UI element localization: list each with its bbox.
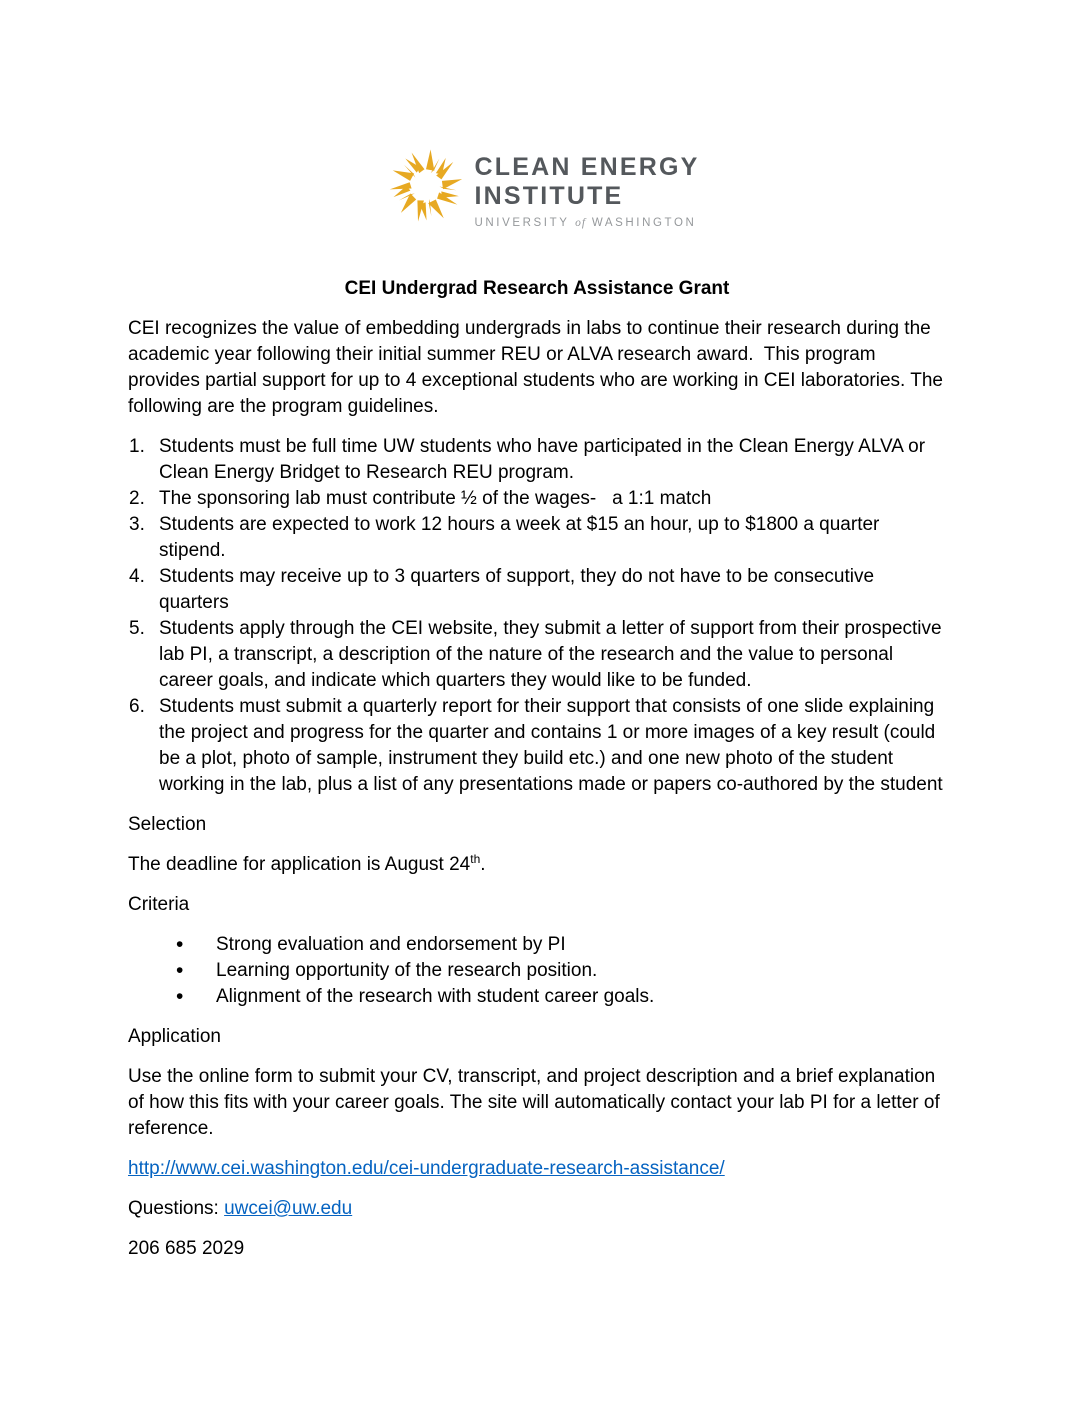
logo-university-line: [474, 217, 699, 229]
deadline-superscript: th: [470, 852, 481, 866]
document-content: [128, 276, 949, 1262]
guideline-item-6: Students must submit a quarterly report for their support that consists of one slide explaining the project and progress for the quarter and contains 1 or more images of a key result (could be a plot, photo of sample, instrument they build etc.) and one new photo of the student working in the lab, plus a list of any presentations made or papers co-authored by the student: [159, 696, 943, 795]
application-paragraph: Use the online form to submit your CV, transcript, and project description and a brief explanation of how this fits with your career goals. The site will automatically contact your lab PI for a letter of reference.: [128, 1066, 946, 1139]
deadline-pre: The deadline for application is August 24: [128, 854, 471, 875]
cei-logo: [0, 0, 1088, 229]
deadline-text: [128, 852, 946, 878]
guideline-item-4: Students may receive up to 3 quarters of support, they do not have to be consecutive quarters: [159, 566, 880, 613]
criteria-item-1: • Strong evaluation and endorsement by PI: [128, 932, 946, 958]
criteria-list: [128, 932, 946, 1010]
application-heading: Application: [128, 1026, 221, 1047]
logo-wordmark: [474, 148, 699, 229]
guidelines-list: [128, 434, 946, 798]
guideline-item-1: Students must be full time UW students who have participated in the Clean Energy ALVA or Clean Energy Bridget to Research REU program.: [159, 436, 931, 483]
selection-heading: Selection: [128, 814, 207, 835]
website-link-line: [128, 1156, 946, 1182]
logo-wordmark-line2: INSTITUTE: [474, 182, 624, 210]
website-link[interactable]: http://www.cei.washington.edu/cei-undergraduate-research-assistance/: [128, 1158, 725, 1179]
deadline-post: .: [480, 854, 486, 875]
intro-paragraph: CEI recognizes the value of embedding undergrads in labs to continue their research during the academic year following their initial summer REU or ALVA research award. This program provides partial support for up to 4 exceptional students who are working in CEI laboratories. The following are the program guidelines.: [128, 318, 949, 417]
logo-university-pre: UNIVERSITY: [474, 217, 576, 229]
criteria-heading: Criteria: [128, 894, 190, 915]
questions-label: Questions:: [128, 1198, 225, 1219]
page-title: CEI Undergrad Research Assistance Grant: [344, 278, 730, 299]
logo-university-of: of: [575, 217, 587, 229]
criteria-item-2: • Learning opportunity of the research position.: [128, 958, 946, 984]
criteria-item-3: • Alignment of the research with student career goals.: [128, 984, 946, 1010]
guideline-item-3: Students are expected to work 12 hours a week at $15 an hour, up to $1800 a quarter stipend.: [159, 514, 885, 561]
email-link[interactable]: uwcei@uw.edu: [224, 1198, 353, 1219]
guideline-item-5: Students apply through the CEI website, they submit a letter of support from their prospective lab PI, a transcript, a description of the nature of the research and the value to personal career goals, and indicate which quarters they would like to be funded.: [159, 618, 947, 691]
logo-wordmark-line1: CLEAN ENERGY: [474, 153, 700, 181]
sunburst-icon: [388, 148, 464, 224]
logo-university-post: WASHINGTON: [586, 217, 697, 229]
questions-line: [128, 1196, 946, 1222]
phone-number: 206 685 2029: [128, 1238, 245, 1259]
guideline-item-2: The sponsoring lab must contribute ½ of the wages- a 1:1 match: [159, 488, 712, 509]
